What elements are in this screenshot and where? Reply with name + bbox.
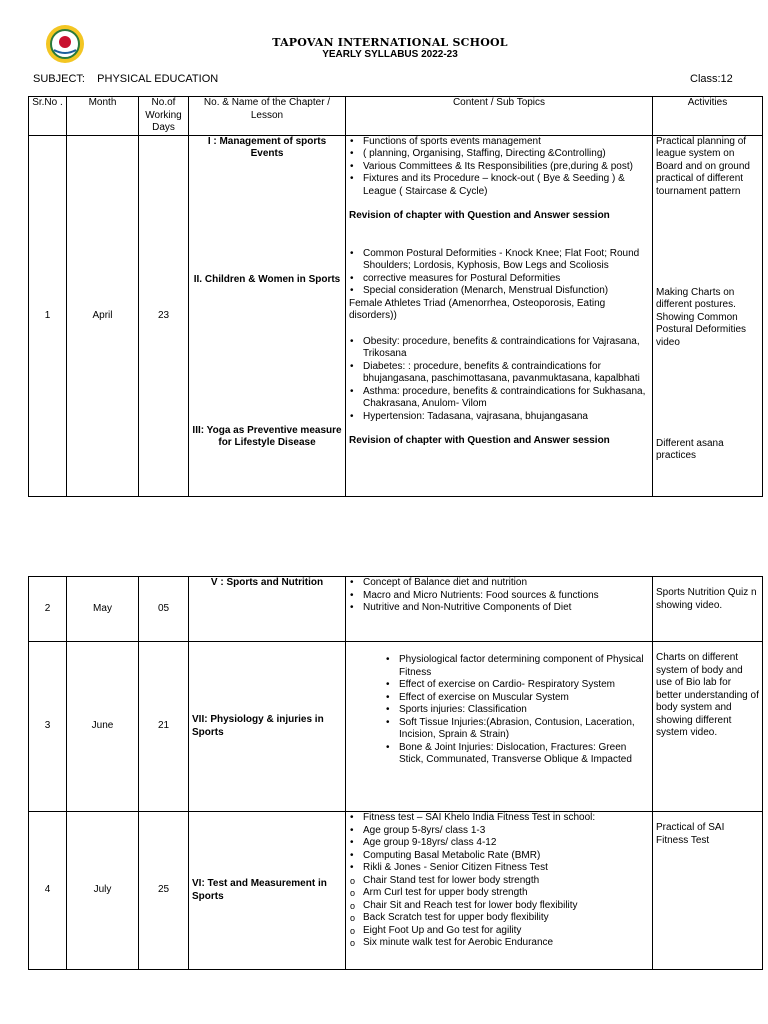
list-item: • Fitness test – SAI Khelo India Fitness Test in school:: [349, 812, 649, 825]
list-item: • Macro and Micro Nutrients: Food sources & functions: [349, 590, 649, 603]
row4-month: July: [67, 812, 139, 970]
list-item: o Eight Foot Up and Go test for agility: [349, 925, 649, 938]
row3-days: 21: [139, 642, 189, 812]
list-item: • Bone & Joint Injuries: Dislocation, Fractures: Green Stick, Communated, Transverse Oblique & Impacted: [385, 742, 649, 767]
list-item: o Back Scratch test for upper body flexibility: [349, 912, 649, 925]
syllabus-title: YEARLY SYLLABUS 2022-23: [322, 49, 458, 60]
list-item: • Effect of exercise on Muscular System: [385, 692, 649, 705]
row3-content: [346, 642, 653, 812]
chapter-3: III: Yoga as Preventive measure for Lifestyle Disease: [192, 424, 342, 448]
row1-activities: [653, 135, 763, 497]
chapter-2: II. Children & Women in Sports: [193, 273, 341, 285]
list-item: o Six minute walk test for Aerobic Endurance: [349, 937, 649, 950]
activity-1: Practical planning of league system on Board and on ground practical of different tournament pattern: [656, 135, 750, 197]
list-item: • corrective measures for Postural Deformities: [349, 273, 649, 286]
list-item: • Age group 9-18yrs/ class 4-12: [349, 837, 649, 850]
list-item: • Soft Tissue Injuries:(Abrasion, Contusion, Laceration, Incision, Sprain & Strain): [385, 717, 649, 742]
row4-content: [346, 812, 653, 970]
list-item: • Various Committees & Its Responsibilities (pre,during & post): [349, 161, 649, 174]
table-row: [29, 135, 763, 497]
row1-srno: 1: [29, 135, 67, 497]
row3-activities: Charts on different system of body and use of Bio lab for better understanding of body system and showing different system video.: [653, 642, 763, 812]
syllabus-table-1: [28, 96, 763, 497]
list-item: • Rikli & Jones - Senior Citizen Fitness Test: [349, 862, 649, 875]
row1-content: [346, 135, 653, 497]
row2-days: 05: [139, 577, 189, 642]
row2-chapter: V : Sports and Nutrition: [189, 577, 346, 642]
subject-line: SUBJECT: PHYSICAL EDUCATION: [33, 73, 219, 85]
activity-3: Different asana practices: [656, 437, 724, 461]
list-item: • Effect of exercise on Cardio- Respiratory System: [385, 679, 649, 692]
revision-note: Revision of chapter with Question and Answer session: [349, 435, 610, 446]
list-item: • Physiological factor determining component of Physical Fitness: [385, 654, 649, 679]
row3-month: June: [67, 642, 139, 812]
list-item: • Sports injuries: Classification: [385, 704, 649, 717]
school-name: TAPOVAN INTERNATIONAL SCHOOL: [272, 36, 508, 49]
col-header-chapter: No. & Name of the Chapter / Lesson: [189, 97, 346, 136]
col-header-days: No.of Working Days: [139, 97, 189, 136]
table-row: [29, 812, 763, 970]
row3-srno: 3: [29, 642, 67, 812]
list-item: o Chair Sit and Reach test for lower body flexibility: [349, 900, 649, 913]
list-item: • Functions of sports events management: [349, 136, 649, 149]
list-item: • Hypertension: Tadasana, vajrasana, bhujangasana: [349, 411, 649, 424]
school-logo: [45, 24, 85, 64]
list-item: • Obesity: procedure, benefits & contraindications for Vajrasana, Trikosana: [349, 336, 649, 361]
row3-chapter: VII: Physiology & injuries in Sports: [189, 642, 346, 812]
row2-activities: Sports Nutrition Quiz n showing video.: [653, 577, 763, 642]
col-header-srno: Sr.No .: [29, 97, 67, 136]
table-header-row: [29, 97, 763, 136]
row4-days: 25: [139, 812, 189, 970]
row1-chapters: [189, 135, 346, 497]
row4-activities: Practical of SAI Fitness Test: [653, 812, 763, 970]
list-item: • Asthma: procedure, benefits & contraindications for Sukhasana, Chakrasana, Anulom- Vilom: [349, 386, 649, 411]
list-item: • Special consideration (Menarch, Menstrual Disfunction): [349, 285, 649, 298]
chapter-1: I : Management of sports Events: [207, 135, 327, 159]
list-item: • Diabetes: : procedure, benefits & contraindications for bhujangasana, paschimottasana, pavanmuktasana, kapalbhati: [349, 361, 649, 386]
row4-chapter: VI: Test and Measurement in Sports: [189, 812, 346, 970]
row1-month: April: [67, 135, 139, 497]
syllabus-table-2: [28, 576, 763, 970]
list-item: • Nutritive and Non-Nutritive Components of Diet: [349, 602, 649, 615]
list-item: • Fixtures and its Procedure – knock-out ( Bye & Seeding ) & League ( Staircase & Cycle): [349, 173, 649, 198]
table-row: [29, 642, 763, 812]
list-item: o Chair Stand test for lower body strength: [349, 875, 649, 888]
list-item: • Age group 5-8yrs/ class 1-3: [349, 825, 649, 838]
class-label: Class:12: [690, 73, 733, 85]
row2-content: [346, 577, 653, 642]
list-item: • Concept of Balance diet and nutrition: [349, 577, 649, 590]
list-item: • Common Postural Deformities - Knock Knee; Flat Foot; Round Shoulders; Lordosis, Kyphosis, Bow Legs and Scoliosis: [349, 248, 649, 273]
list-item: • ( planning, Organising, Staffing, Directing &Controlling): [349, 148, 649, 161]
row2-month: May: [67, 577, 139, 642]
content-note: Female Athletes Triad (Amenorrhea, Osteoporosis, Eating disorders)): [349, 297, 606, 321]
row1-days: 23: [139, 135, 189, 497]
col-header-content: Content / Sub Topics: [346, 97, 653, 136]
col-header-activities: Activities: [653, 97, 763, 136]
col-header-month: Month: [67, 97, 139, 136]
row2-srno: 2: [29, 577, 67, 642]
row4-srno: 4: [29, 812, 67, 970]
activity-2: Making Charts on different postures. Showing Common Postural Deformities video: [656, 286, 747, 348]
list-item: • Computing Basal Metabolic Rate (BMR): [349, 850, 649, 863]
list-item: o Arm Curl test for upper body strength: [349, 887, 649, 900]
table-row: [29, 577, 763, 642]
revision-note: Revision of chapter with Question and Answer session: [349, 210, 610, 221]
